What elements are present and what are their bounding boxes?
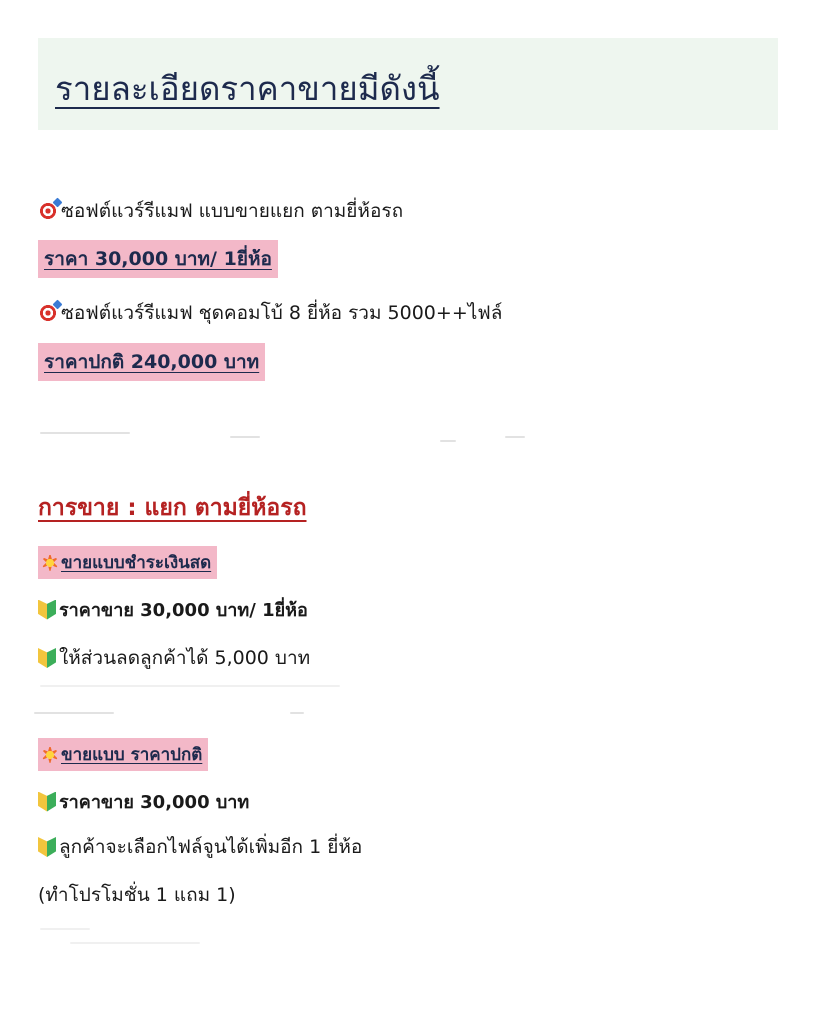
beginner-icon: [38, 837, 56, 857]
sales-heading: การขาย : แยก ตามยี่ห้อรถ: [38, 495, 307, 521]
burst-icon: [40, 553, 60, 573]
divider: [290, 712, 304, 714]
price-badge-combo: ราคาปกติ 240,000 บาท: [38, 343, 265, 381]
promo-note: (ทำโปรโมชั่น 1 แถม 1): [38, 884, 236, 906]
divider: [505, 436, 525, 438]
offer-line-separate: [38, 196, 403, 226]
price-badge-separate: ราคา 30,000 บาท/ 1ยี่ห้อ: [38, 240, 278, 278]
normal-sale-badge: [38, 738, 208, 771]
list-item: [38, 832, 362, 862]
divider: [40, 685, 340, 687]
divider: [230, 436, 260, 438]
divider: [34, 712, 114, 714]
page-title: รายละเอียดราคาขายมีดังนี้: [55, 69, 440, 108]
cash-discount-text: ให้ส่วนลดลูกค้าได้ 5,000 บาท: [59, 647, 311, 669]
cash-sale-title: ขายแบบชำระเงินสด: [61, 553, 212, 573]
offer-separate-text: ซอฟต์แวร์รีแมฟ แบบขายแยก ตามยี่ห้อรถ: [61, 200, 404, 222]
divider: [70, 942, 200, 944]
divider: [440, 440, 456, 442]
target-icon: [38, 201, 58, 221]
list-item: [38, 643, 310, 673]
list-item: [38, 787, 249, 816]
offer-combo-text: ซอฟต์แวร์รีแมฟ ชุดคอมโบ้ 8 ยี่ห้อ รวม 5000++ไฟล์: [61, 302, 503, 324]
beginner-icon: [38, 600, 56, 620]
title-banner: [38, 38, 778, 130]
cash-price-text: ราคาขาย 30,000 บาท/ 1ยี่ห้อ: [59, 600, 308, 621]
divider: [40, 432, 130, 434]
cash-sale-badge: [38, 546, 217, 579]
normal-extra-text: ลูกค้าจะเลือกไฟล์จูนได้เพิ่มอีก 1 ยี่ห้อ: [59, 836, 363, 858]
normal-price-text: ราคาขาย 30,000 บาท: [59, 792, 250, 813]
normal-sale-title: ขายแบบ ราคาปกติ: [61, 745, 203, 765]
target-icon: [38, 303, 58, 323]
beginner-icon: [38, 648, 56, 668]
beginner-icon: [38, 792, 56, 812]
divider: [40, 928, 90, 930]
offer-line-combo: [38, 298, 502, 328]
burst-icon: [40, 745, 60, 765]
promo-note-line: [38, 880, 236, 910]
list-item: [38, 595, 308, 624]
